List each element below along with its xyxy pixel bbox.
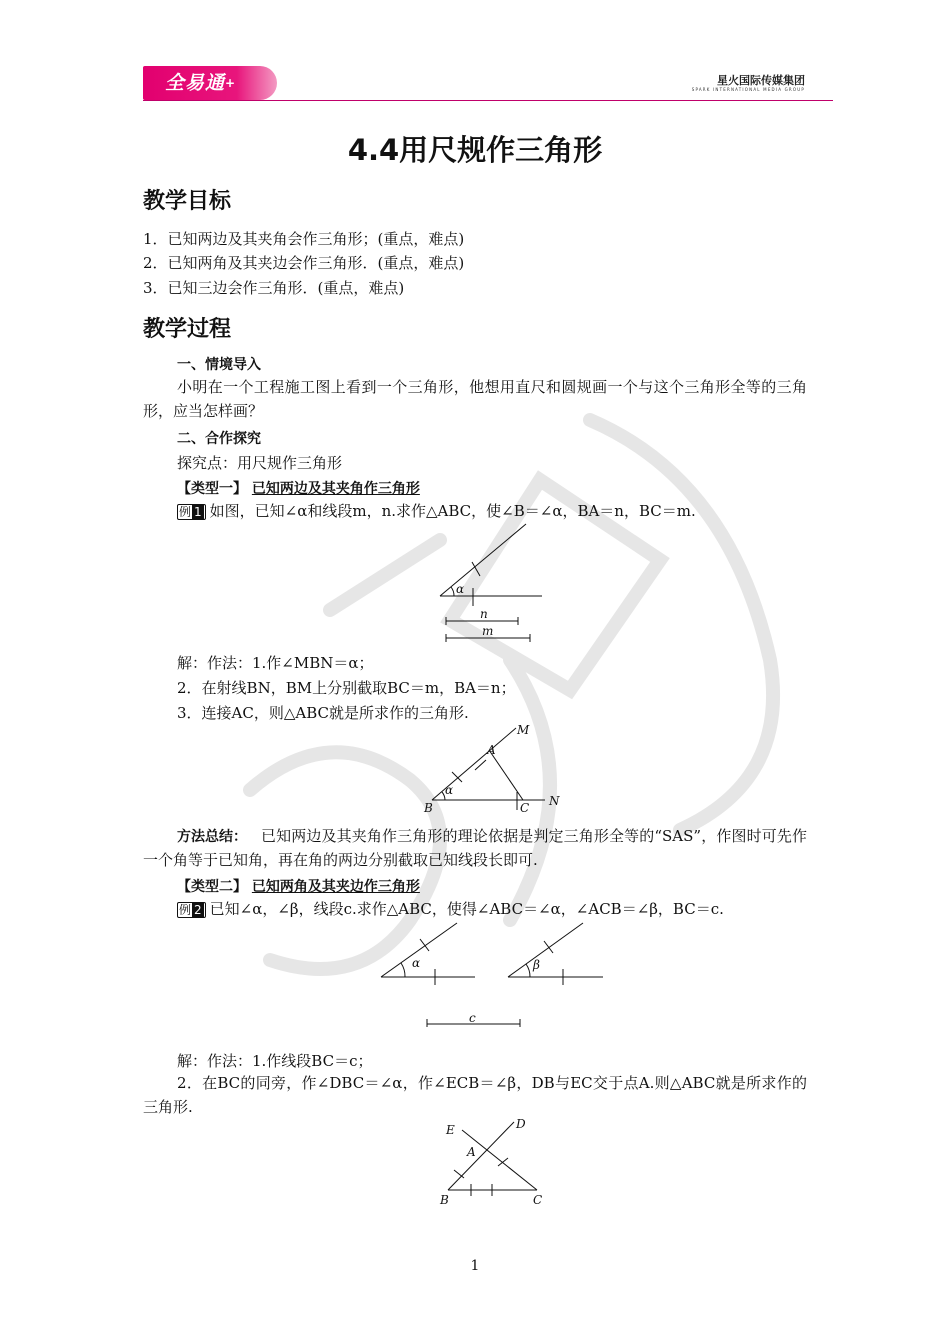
type-heading bbox=[177, 876, 420, 896]
explore-point: 探究点：用尺规作三角形 bbox=[177, 454, 343, 472]
solution-step: 2．在射线BN，BM上分别截取BC＝m，BA＝n； bbox=[177, 679, 516, 697]
side-ac bbox=[489, 750, 523, 800]
point-d-label: D bbox=[516, 1117, 526, 1131]
arc-mark bbox=[454, 1170, 464, 1178]
page-number: 1 bbox=[470, 1258, 480, 1274]
logo-star: + bbox=[225, 76, 237, 90]
example-number: 1 bbox=[194, 505, 202, 519]
point-a-label: A bbox=[467, 1145, 476, 1159]
intro-paragraph: 小明在一个工程施工图上看到一个三角形，他想用直尺和圆规画一个与这个三角形全等的三角形，应当怎样画？ bbox=[143, 378, 807, 420]
solution-step: 解：作法：1.作线段BC＝c； bbox=[177, 1052, 373, 1070]
method-label: 方法总结： bbox=[177, 829, 247, 845]
example-line bbox=[177, 500, 696, 521]
ray-bd bbox=[448, 1122, 514, 1190]
n-label: n bbox=[480, 607, 488, 621]
m-label: m bbox=[482, 624, 494, 638]
type-heading bbox=[177, 478, 420, 498]
c-label: c bbox=[469, 1011, 476, 1025]
angle-arc bbox=[401, 963, 405, 977]
part-title: 一、情境导入 bbox=[177, 357, 261, 373]
example-badge bbox=[177, 504, 206, 520]
section-heading-process: 教学过程 bbox=[143, 317, 232, 342]
point-m-label: M bbox=[517, 723, 530, 737]
ray-ce bbox=[462, 1130, 537, 1190]
part-title: 二、合作探究 bbox=[177, 431, 261, 447]
brand-logo bbox=[143, 66, 277, 100]
type-title: 已知两角及其夹边作三角形 bbox=[251, 879, 420, 895]
alpha-label: α bbox=[456, 582, 465, 596]
angle-arc bbox=[451, 587, 454, 596]
type-bracket: 【类型二】 bbox=[177, 879, 247, 895]
point-b-label: B bbox=[440, 1193, 449, 1207]
alpha-label: α bbox=[445, 783, 454, 797]
example-label: 例 bbox=[179, 903, 192, 917]
alpha-label: α bbox=[412, 956, 421, 970]
example-number: 2 bbox=[194, 903, 202, 917]
solution-step: 解：作法：1.作∠MBN＝α； bbox=[177, 654, 374, 672]
angle-arc bbox=[526, 964, 530, 977]
angle-ray-long bbox=[440, 524, 526, 596]
point-a-label: A bbox=[487, 743, 496, 757]
objective-item: 3．已知三边会作三角形．(重点，难点) bbox=[143, 279, 405, 297]
solution-step: 2．在BC的同旁，作∠DBC＝∠α，作∠ECB＝∠β，DB与EC交于点A.则△ABC就是所求作的三角形. bbox=[143, 1074, 807, 1116]
beta-label: β bbox=[533, 958, 540, 972]
point-b-label: B bbox=[424, 801, 433, 815]
objective-item: 1．已知两边及其夹角会作三角形；(重点，难点) bbox=[143, 230, 465, 248]
arc-mark bbox=[498, 1158, 508, 1166]
solution-step: 3．连接AC，则△ABC就是所求作的三角形. bbox=[177, 704, 469, 722]
example-label: 例 bbox=[179, 505, 192, 519]
header-divider bbox=[143, 100, 833, 101]
method-text: 已知两边及其夹角作三角形的理论依据是判定三角形全等的“SAS”，作图时可先作一个角等于已知角，再在角的两边分别截取已知线段长即可. bbox=[143, 827, 807, 869]
arc-mark bbox=[452, 772, 462, 782]
figure-triangle-asa bbox=[440, 1116, 555, 1211]
example-badge bbox=[177, 902, 206, 918]
point-c-label: C bbox=[533, 1193, 543, 1207]
arc-mark bbox=[420, 939, 429, 951]
section-heading-objectives: 教学目标 bbox=[143, 189, 232, 214]
arc-mark bbox=[544, 941, 553, 953]
example-text: 如图，已知∠α和线段m，n.求作△ABC，使∠B＝∠α，BA＝n，BC＝m. bbox=[209, 502, 696, 520]
objective-item: 2．已知两角及其夹边会作三角形．(重点，难点) bbox=[143, 254, 465, 272]
publisher-name: 星火国际传媒集团 bbox=[717, 74, 805, 87]
publisher-name-en: SPARK INTERNATIONAL MEDIA GROUP bbox=[691, 87, 805, 92]
figure-triangle-sas bbox=[420, 722, 570, 814]
page-title: 4.4用尺规作三角形 bbox=[347, 133, 603, 167]
type-bracket: 【类型一】 bbox=[177, 481, 247, 497]
beta-ray-long bbox=[508, 923, 583, 977]
point-c-label: C bbox=[520, 801, 530, 815]
point-e-label: E bbox=[446, 1123, 455, 1137]
point-n-label: N bbox=[549, 794, 560, 808]
figure-given-angles-segment bbox=[375, 915, 610, 1030]
example-text: 已知∠α，∠β，线段c.求作△ABC，使得∠ABC＝∠α，∠ACB＝∠β，BC＝c. bbox=[209, 900, 724, 918]
type-title: 已知两边及其夹角作三角形 bbox=[251, 481, 420, 497]
figure-given-angle-segments bbox=[430, 520, 560, 645]
logo-text: 全易通 bbox=[165, 72, 226, 94]
